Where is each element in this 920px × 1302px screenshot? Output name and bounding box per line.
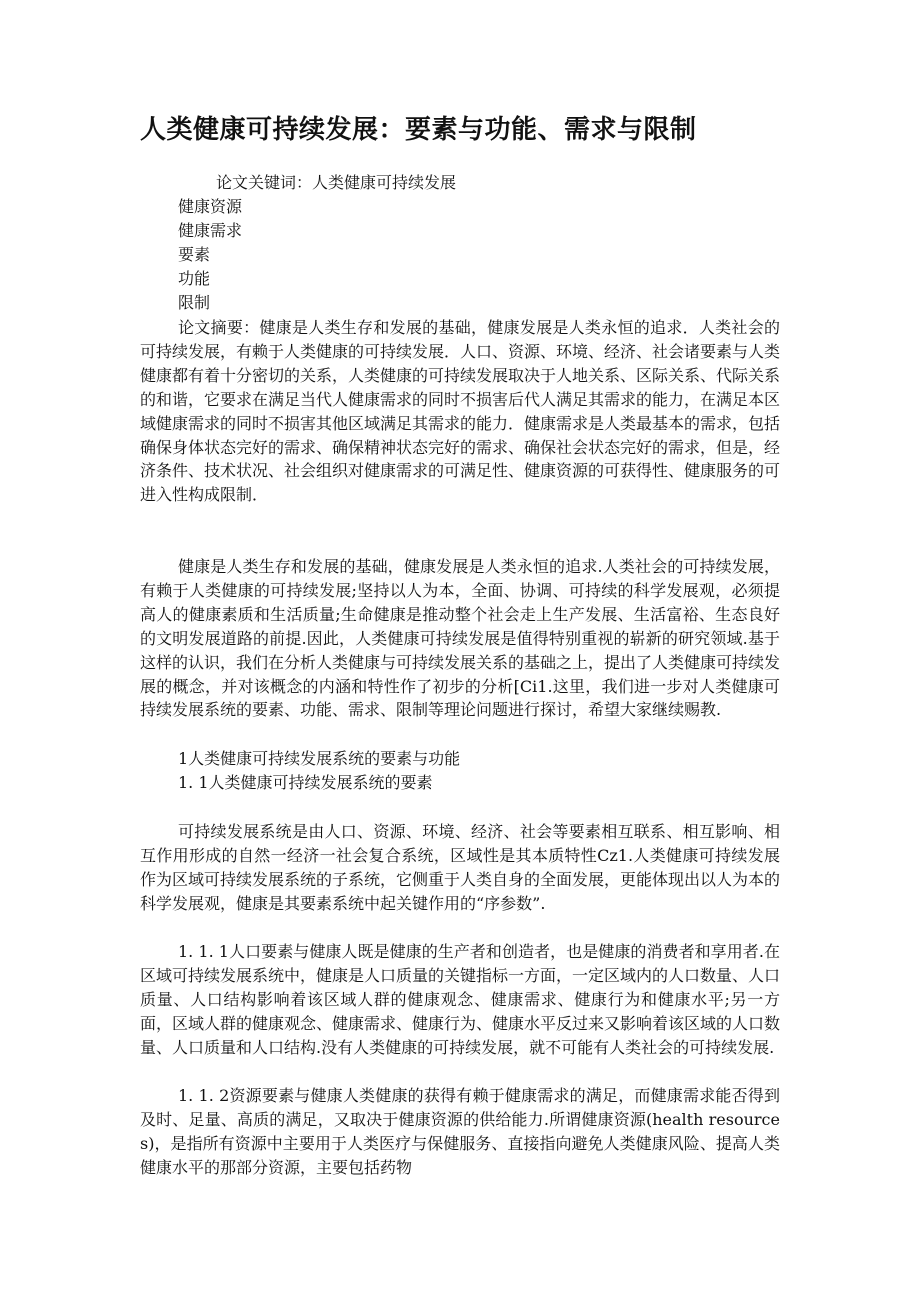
document-title: 人类健康可持续发展：要素与功能、需求与限制 [140,115,697,145]
abstract-paragraph: 论文摘要：健康是人类生存和发展的基础，健康发展是人类永恒的追求．人类社会的可持续发展，有赖于人类健康的可持续发展．人口、资源、环境、经济、社会诸要素与人类健康都有着十分密切的关系，人类健康的可持续发展取决于人地关系、区际关系、代际关系的和谐，它要求在满足当代人健康需求的同时不损害后代人满足其需求的能力，在满足本区域健康需求的同时不损害其他区域满足其需求的能力．健康需求是人类最基本的需求，包括确保身体状态完好的需求、确保精神状态完好的需求、确保社会状态完好的需求，但是，经济条件、技术状况、社会组织对健康需求的可满足性、健康资源的可获得性、健康服务的可进入性构成限制． [140,318,781,505]
keyword-item: 限制 [178,293,211,312]
population-paragraph: 1. 1. 1人口要素与健康人既是健康的生产者和创造者，也是健康的消费者和享用者.在区域可持续发展系统中，健康是人口质量的关键指标一方面，一定区域内的人口数量、人口质量、人口结构影响着该区域人群的健康观念、健康需求、健康行为和健康水平;另一方面，区域人群的健康观念、健康需求、健康行为、健康水平反过来又影响着该区域的人口数量、人口质量和人口结构.没有人类健康的可持续发展，就不可能有人类社会的可持续发展. [140,942,781,1057]
keyword-item: 功能 [178,269,211,288]
section-heading: 1人类健康可持续发展系统的要素与功能 [178,749,461,768]
keyword-item: 健康需求 [178,221,243,240]
intro-paragraph: 健康是人类生存和发展的基础，健康发展是人类永恒的追求.人类社会的可持续发展，有赖于人类健康的可持续发展;坚持以人为本，全面、协调、可持续的科学发展观，必须提高人的健康素质和生活质量;生命健康是推动整个社会走上生产发展、生活富裕、生态良好的文明发展道路的前提.因此，人类健康可持续发展是值得特别重视的崭新的研究领域.基于这样的认识，我们在分析人类健康与可持续发展关系的基础之上，提出了人类健康可持续发展的概念，并对该概念的内涵和特性作了初步的分析[Ci1.这里，我们进一步对人类健康可持续发展系统的要素、功能、需求、限制等理论问题进行探讨，希望大家继续赐教. [140,557,781,720]
subsection-heading: 1. 1人类健康可持续发展系统的要素 [178,773,433,792]
resources-paragraph: 1. 1. 2资源要素与健康人类健康的获得有赖于健康需求的满足，而健康需求能否得到及时、足量、高质的满足，又取决于健康资源的供给能力.所谓健康资源(health resources)，是指所有资源中主要用于人类医疗与保健服务、直接指向避免人类健康风险、提高人类健康水平的那部分资源，主要包括药物 [140,1086,780,1177]
keywords-label: 论文关键词：人类健康可持续发展 [216,173,457,192]
keyword-item: 健康资源 [178,197,243,216]
keyword-item: 要素 [178,245,211,264]
system-paragraph: 可持续发展系统是由人口、资源、环境、经济、社会等要素相互联系、相互影响、相互作用形成的自然一经济一社会复合系统，区域性是其本质特性Cz1.人类健康可持续发展作为区域可持续发展系统的子系统，它侧重于人类自身的全面发展，更能体现出以人为本的科学发展观，健康是其要素系统中起关键作用的“序参数”. [140,822,781,913]
